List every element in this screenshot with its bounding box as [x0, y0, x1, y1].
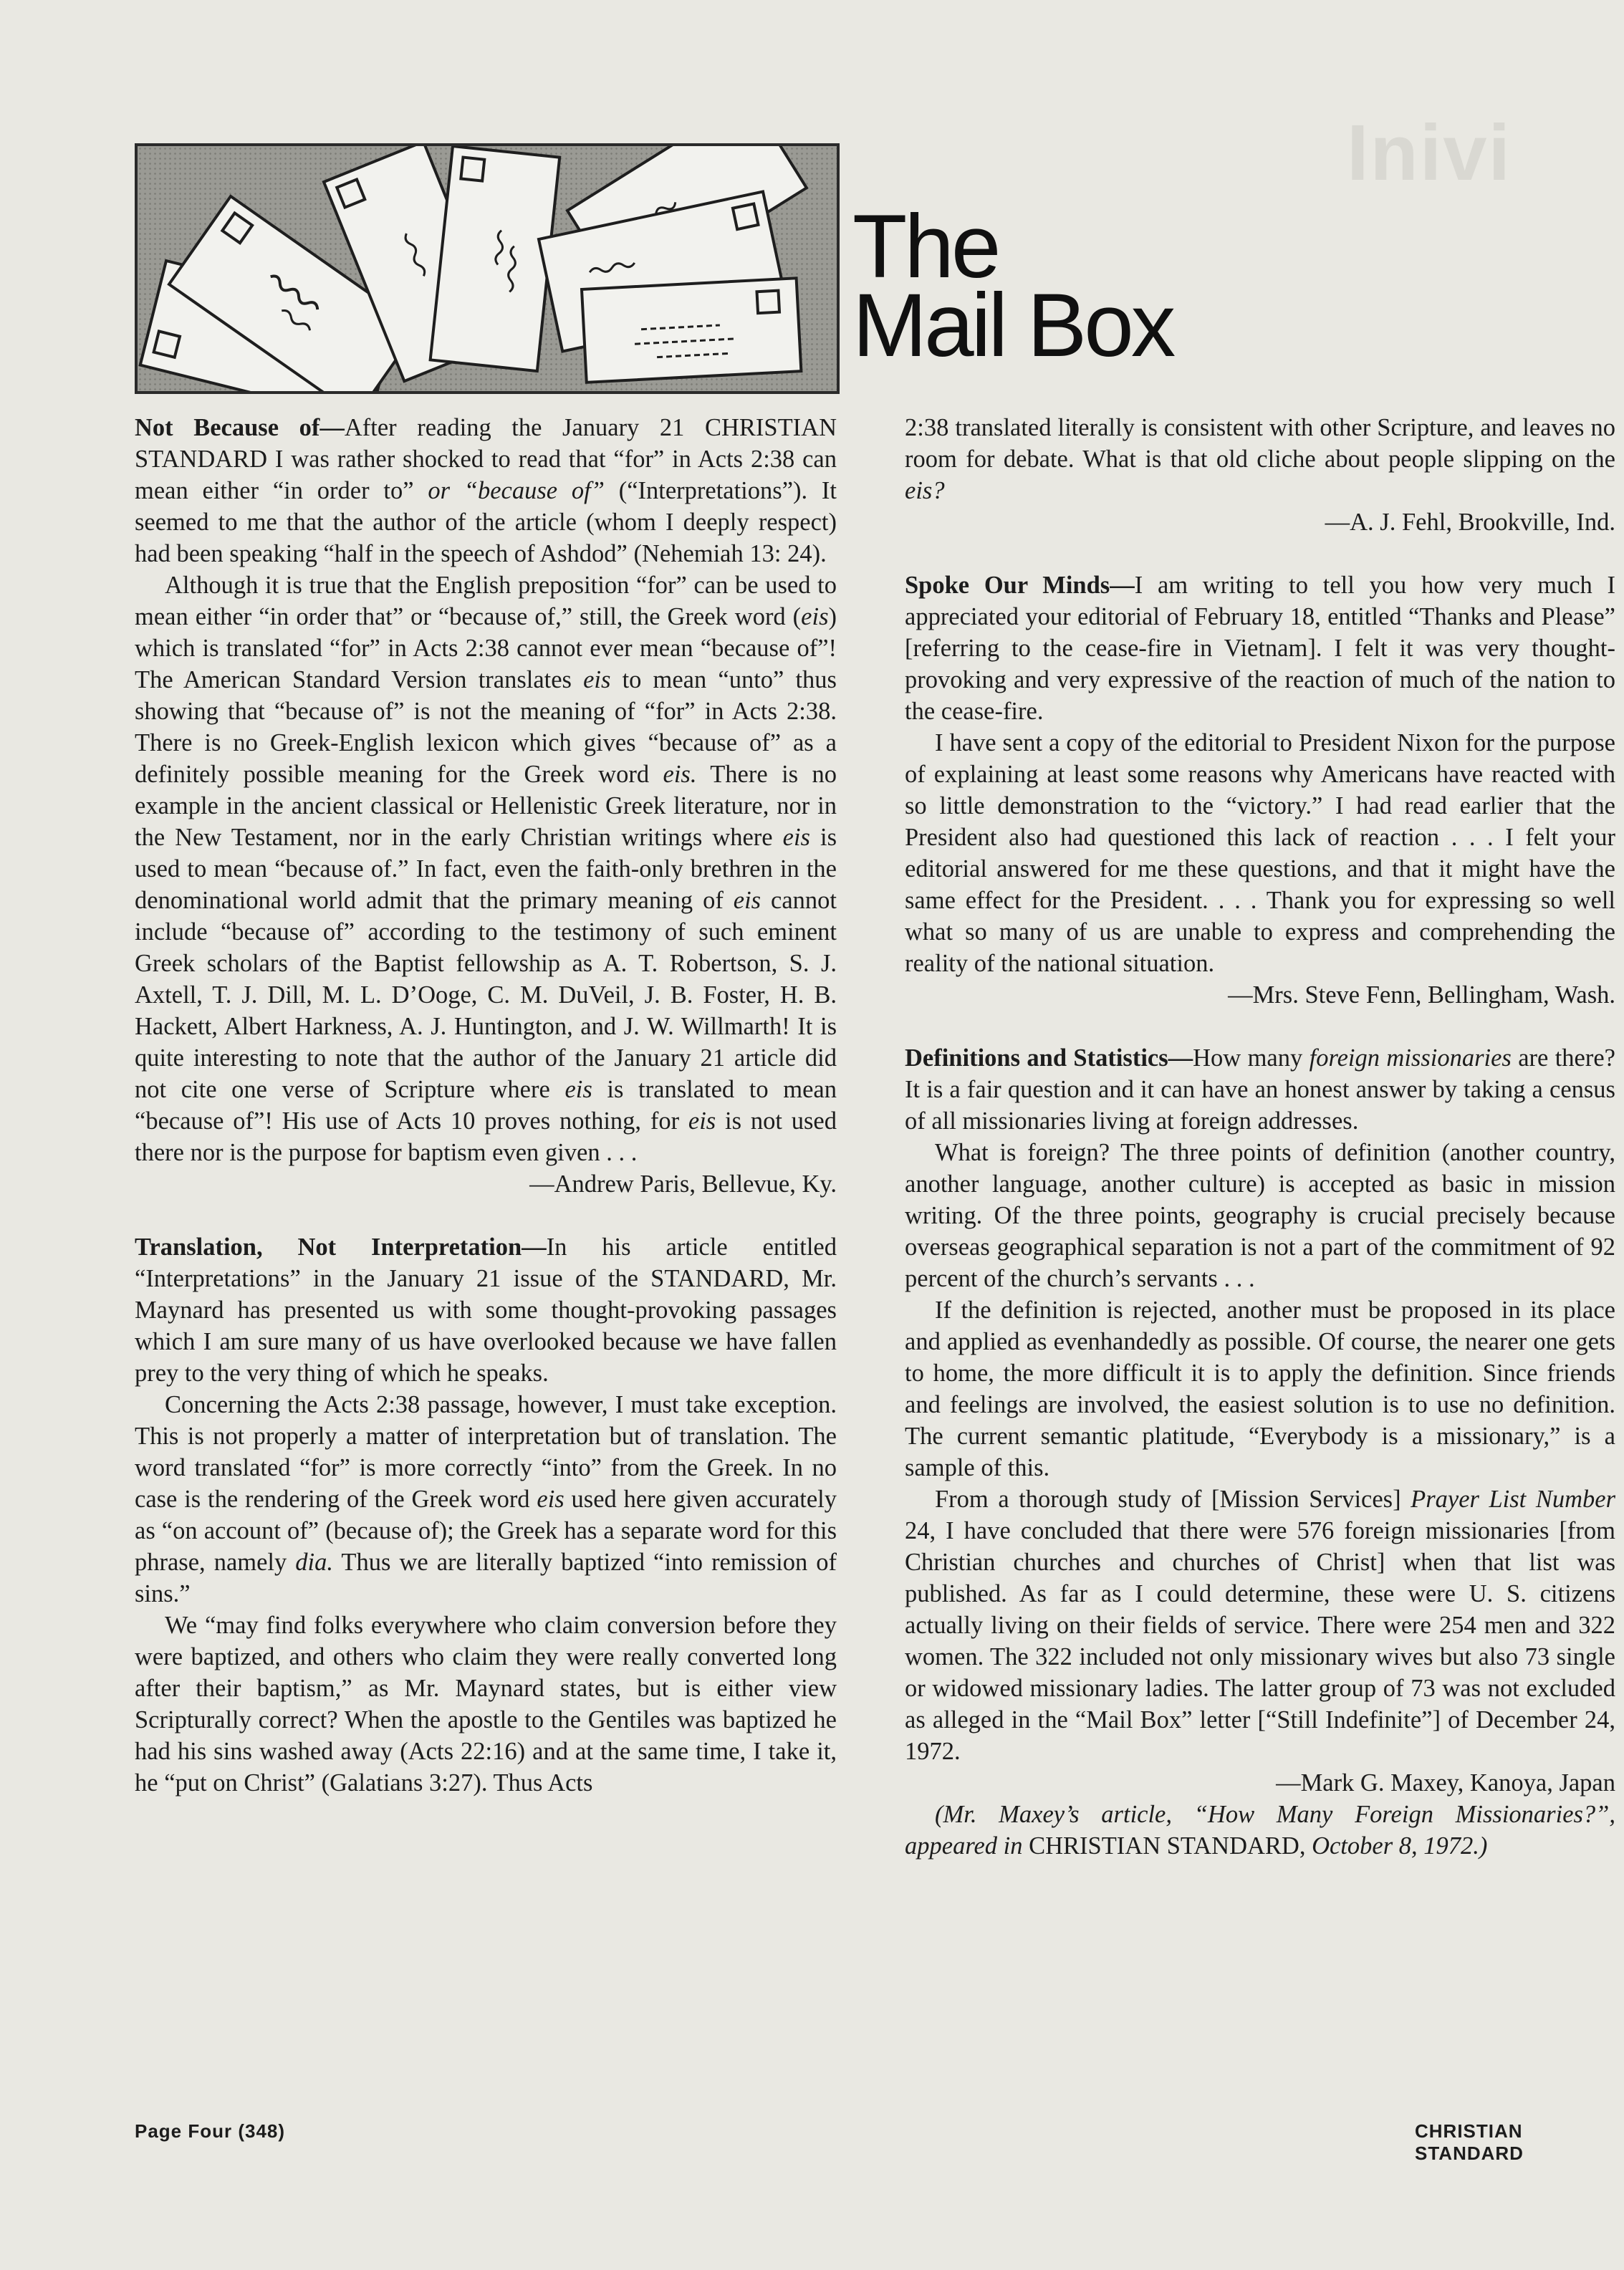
letter-paragraph: We “may find folks everywhere who claim conversion before they were baptized, and others who claim they were really converted long after their baptism,” as Mr. Maynard states, but is either view Scripturally correct? When the apostle to the Gentiles was baptized he had his sins washed away (Acts 22:16) and at the same time, I take it, he “put on Christ” (Galatians 3:27). Thus Acts	[135, 1612, 837, 1797]
editor-note: (Mr. Maxey’s article, “How Many Foreign Missionaries?”, appeared in CHRISTIAN STANDARD, October 8, 1972.)	[905, 1801, 1615, 1860]
letter-paragraph: Definitions and Statistics—How many foreign missionaries are there? It is a fair question and it can have an honest answer by taking a census of all missionaries living at foreign addresses.	[905, 1044, 1615, 1135]
letter-signature: —Mark G. Maxey, Kanoya, Japan	[1276, 1769, 1615, 1797]
letter-paragraph: What is foreign? The three points of definition (another country, another language, another culture) is accepted as basic in mission writing. Of the three points, geography is crucial precisely because overseas geographical separation is not a part of the commitment of 92 percent of the church’s servants . . .	[905, 1139, 1615, 1292]
letter-signature: —Mrs. Steve Fenn, Bellingham, Wash.	[1228, 981, 1615, 1009]
page-number: Page Four (348)	[135, 2120, 286, 2142]
envelopes-illustration	[135, 143, 840, 394]
letter-paragraph: From a thorough study of [Mission Services] Prayer List Number 24, I have concluded that there were 576 foreign missionaries [from Christian churches and churches of Christ] when that list was published. As far as I could determine, these were U. S. citizens actually living on their fields of service. There were 254 men and 322 women. The 322 included not only missionary wives but also 73 single or widowed missionary ladies. The latter group of 73 was not excluded as alleged in the “Mail Box” letter [“Still Indefinite”] of December 24, 1972.	[905, 1486, 1615, 1765]
letter-paragraph: Not Because of—After reading the January 21 CHRISTIAN STANDARD I was rather shocked to read that “for” in Acts 2:38 can mean either “in order to” or “because of” (“Interpretations”). It seemed to me that the author of the article (whom I deeply respect) had been speaking “half in the speech of Ashdod” (Nehemiah 13: 24).	[135, 414, 837, 567]
letter-heading: Not Because of—	[135, 414, 345, 441]
letter-paragraph: 2:38 translated literally is consistent with other Scripture, and leaves no room for debate. What is that old cliche about people slipping on the eis?	[905, 414, 1615, 504]
title-line-1: The	[852, 197, 999, 297]
bleed-through-title: Inivi	[1347, 109, 1512, 197]
letter-heading: Translation, Not Interpretation—	[135, 1233, 547, 1261]
letter-paragraph: Translation, Not Interpretation—In his article entitled “Interpretations” in the January 21 issue of the STANDARD, Mr. Maynard has presented us with some thought-provoking passages which I am sure many of us have overlooked because we have fallen prey to the very thing of which he speaks.	[135, 1233, 837, 1387]
letter-paragraph: I have sent a copy of the editorial to President Nixon for the purpose of explaining at least some reasons why Americans have reacted with so little demonstration to the “victory.” I had read earlier that the President also had questioned this lack of reaction . . . I felt your editorial answered for me these questions, and that it might have the same effect for the President. . . . Thank you for expressing so well what so many of us are unable to express and comprehending the reality of the national situation.	[905, 729, 1615, 977]
letter-paragraph: Spoke Our Minds—I am writing to tell you how very much I appreciated your editorial of February 18, entitled “Thanks and Please” [referring to the cease-fire in Vietnam]. I felt it was very thought-provoking and very expressive of the reaction of much of the nation to the cease-fire.	[905, 572, 1615, 725]
letter-signature: —Andrew Paris, Bellevue, Ky.	[529, 1170, 837, 1198]
letter-paragraph: If the definition is rejected, another must be proposed in its place and applied as evenhandedly as possible. Of course, the nearer one gets to home, the more difficult it is to apply the definition. Since friends and feelings are involved, the easiest solution is to use no definition. The current semantic platitude, “Everybody is a missionary,” is a sample of this.	[905, 1297, 1615, 1481]
letter-heading: Spoke Our Minds—	[905, 572, 1135, 599]
section-title	[852, 197, 1173, 375]
letter-heading: Definitions and Statistics—	[905, 1044, 1193, 1072]
letter-signature: —A. J. Fehl, Brookville, Ind.	[1325, 509, 1615, 536]
letter-paragraph: Although it is true that the English preposition “for” can be used to mean either “in order that” or “because of,” still, the Greek word (eis) which is translated “for” in Acts 2:38 cannot ever mean “because of”! The American Standard Version translates eis to mean “unto” thus showing that “because of” is not the meaning of “for” in Acts 2:38. There is no Greek-English lexicon which gives “because of” as a definitely possible meaning for the Greek word eis. There is no example in the ancient classical or Hellenistic Greek literature, nor in the New Testament, nor in the early Christian writings where eis is used to mean “because of.” In fact, even the faith-only brethren in the denominational world admit that the primary meaning of eis cannot include “because of” according to the testimony of such eminent Greek scholars of the Baptist fellowship as A. T. Robertson, S. J. Axtell, T. J. Dill, M. L. D’Ooge, C. M. DuVeil, J. B. Foster, H. B. Hackett, Albert Harkness, A. J. Huntington, and J. W. Willmarth! It is quite interesting to note that the author of the January 21 article did not cite one verse of Scripture where eis is translated to mean “because of”! His use of Acts 10 proves nothing, for eis is not used there nor is the purpose for baptism even given . . .	[135, 572, 837, 1166]
publication-name: CHRISTIAN STANDARD	[1415, 2120, 1524, 2164]
right-column	[905, 412, 1615, 1862]
title-line-2: Mail Box	[852, 276, 1173, 375]
left-column	[135, 412, 837, 1799]
letter-paragraph: Concerning the Acts 2:38 passage, however, I must take exception. This is not properly a matter of interpretation but of translation. The word translated “for” is more correctly “into” from the Greek. In no case is the rendering of the Greek word eis used here given accurately as “on account of” (because of); the Greek has a separate word for this phrase, namely dia. Thus we are literally baptized “into remission of sins.”	[135, 1391, 837, 1607]
